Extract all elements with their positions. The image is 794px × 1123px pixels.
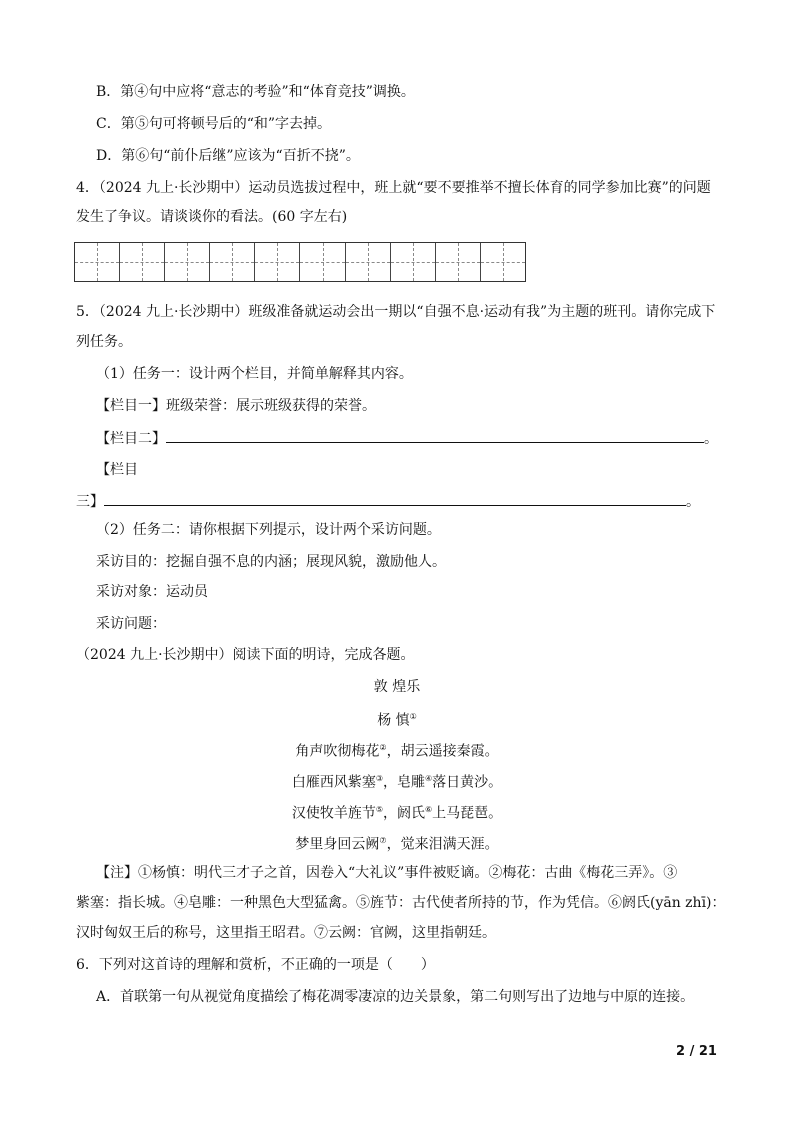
- grid-cell[interactable]: [391, 243, 436, 281]
- column2-period: 。: [704, 431, 718, 447]
- poem-line-4: [0, 831, 794, 855]
- q4-stem-line1: 4．（2024 九上·长沙期中）运动员选拔过程中，班上就“要不要推举不擅长体育的同学参加比赛”的问题: [76, 180, 711, 196]
- q5-questions: 采访问题：: [96, 616, 166, 632]
- notes-line2: 紫塞：指长城。④皂雕：一种黑色大型猛禽。⑤旌节：古代使者所持的节，作为凭信。⑥阏氏(yān zhī)：: [76, 895, 726, 911]
- grid-cell[interactable]: [210, 243, 255, 281]
- note-mark: ②: [379, 743, 387, 752]
- q5-stem-line1: 5．（2024 九上·长沙期中）班级准备就运动会出一期以“自强不息·运动有我”为主题的班刊。请你完成下: [76, 304, 716, 320]
- q5-purpose: 采访目的：挖掘自强不息的内涵；展现风貌，激励他人。: [96, 554, 446, 570]
- q3-option-c: C．第⑤句可将顿号后的“和”字去掉。: [96, 116, 332, 132]
- q5-column3: [76, 491, 700, 512]
- poem-line-1: [0, 738, 794, 762]
- grid-cell[interactable]: [120, 243, 165, 281]
- verse-text: ，皂雕: [383, 774, 425, 791]
- q5-column3-label-a: 【栏目: [96, 462, 138, 478]
- answer-grid[interactable]: [74, 242, 526, 282]
- q5-task1: （1）任务一：设计两个栏目，并简单解释其内容。: [96, 366, 413, 382]
- grid-cell[interactable]: [436, 243, 481, 281]
- poem-author: [0, 707, 794, 731]
- note-mark: ⑥: [425, 805, 433, 814]
- verse-text: 上马琵琶。: [432, 805, 503, 822]
- notes-line3: 汉时匈奴王后的称号，这里指王昭君。⑦云阙：官阙，这里指朝廷。: [76, 925, 496, 941]
- note-mark: ⑦: [379, 836, 387, 845]
- poem-intro: （2024 九上·长沙期中）阅读下面的明诗，完成各题。: [76, 647, 415, 663]
- column2-label: 【栏目二】: [96, 431, 166, 447]
- poem-line-3: [0, 800, 794, 824]
- grid-cell[interactable]: [481, 243, 525, 281]
- grid-cell[interactable]: [255, 243, 300, 281]
- column3-blank[interactable]: [104, 491, 686, 506]
- poem-title: 敦 煌乐: [373, 679, 421, 695]
- verse-text: 梦里身回云阙: [295, 836, 380, 853]
- q5-column1: 【栏目一】班级荣誉：展示班级获得的荣誉。: [96, 398, 376, 414]
- grid-cell[interactable]: [346, 243, 391, 281]
- column2-blank[interactable]: [166, 428, 704, 443]
- q6-stem: 6．下列对这首诗的理解和赏析，不正确的一项是（ ）: [76, 957, 435, 973]
- note-mark: ⑤: [375, 805, 383, 814]
- verse-text: 白雁西风紫塞: [291, 774, 376, 791]
- page-number: 2 / 21: [676, 1044, 717, 1059]
- q6-option-a: A．首联第一句从视觉角度描绘了梅花凋零凄凉的边关景象，第二句则写出了边地与中原的连接。: [96, 989, 695, 1005]
- poem-line-2: [0, 769, 794, 793]
- verse-text: ，胡云遥接秦霞。: [386, 743, 499, 760]
- author-note-mark: ①: [409, 712, 417, 721]
- q5-stem-line2: 列任务。: [76, 334, 132, 350]
- grid-cell[interactable]: [165, 243, 210, 281]
- verse-text: 汉使牧羊旌节: [291, 805, 376, 822]
- note-mark: ④: [425, 774, 433, 783]
- verse-text: ，觉来泪满天涯。: [386, 836, 499, 853]
- grid-cell[interactable]: [300, 243, 345, 281]
- q4-stem-line2: 发生了争议。请谈谈你的看法。(60 字左右): [76, 209, 348, 225]
- notes-line1: 【注】①杨慎：明代三才子之首，因卷入“大礼议”事件被贬谪。②梅花：古曲《梅花三弄》。③: [96, 865, 678, 881]
- author-name: 杨 慎: [377, 712, 410, 729]
- q3-option-b: B．第④句中应将“意志的考验”和“体育竞技”调换。: [96, 84, 415, 100]
- q5-task2: （2）任务二：请你根据下列提示，设计两个采访问题。: [96, 522, 441, 538]
- note-mark: ③: [375, 774, 383, 783]
- column3-period: 。: [686, 494, 700, 510]
- grid-cell[interactable]: [75, 243, 120, 281]
- verse-text: 落日黄沙。: [432, 774, 503, 791]
- verse-text: 角声吹彻梅花: [295, 743, 380, 760]
- q5-target: 采访对象：运动员: [96, 584, 208, 600]
- q5-column2: [96, 428, 718, 449]
- verse-text: ，阏氏: [383, 805, 425, 822]
- column3-label-b: 三】: [76, 494, 104, 510]
- q3-option-d: D．第⑥句“前仆后继”应该为“百折不挠”。: [96, 148, 360, 164]
